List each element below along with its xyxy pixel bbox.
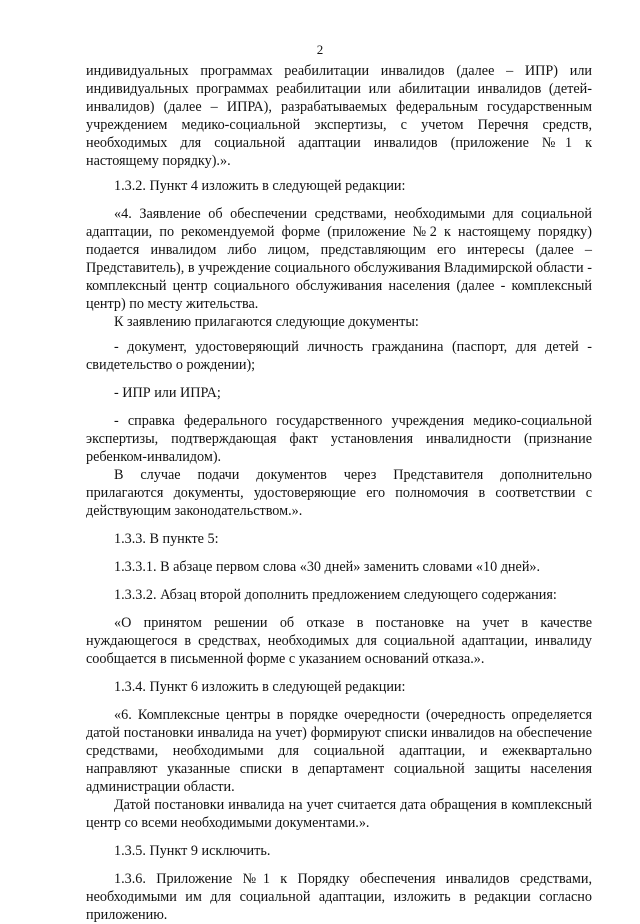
list-item-ipr: - ИПР или ИПРА; (114, 385, 221, 401)
paragraph-1-3-4: 1.3.4. Пункт 6 изложить в следующей редакции: (114, 679, 406, 695)
paragraph-1-3-3-1: 1.3.3.1. В абзаце первом слова «30 дней» заменить словами «10 дней». (114, 559, 541, 575)
paragraph-1-3-5: 1.3.5. Пункт 9 исключить. (114, 843, 271, 859)
paragraph-registration-date: Датой постановки инвалида на учет считается дата обращения в комплексный центр со всеми необходимыми документами.». (86, 797, 592, 831)
document-body (86, 62, 592, 924)
paragraph-1-3-6: 1.3.6. Приложение №1 к Порядку обеспечения инвалидов средствами, необходимыми им для социальной адаптации, изложить в редакции согласно приложению. (86, 871, 592, 923)
paragraph-item-6: «6. Комплексные центры в порядке очередности (очередность определяется датой постановки инвалида на учет) формируют списки инвалидов на обеспечение средствами, необходимыми для социальной адаптации, и ежеквартально направляют указанные списки в департамент социальной защиты населения администрации области. (86, 707, 592, 795)
paragraph-continuation: индивидуальных программах реабилитации инвалидов (далее – ИПР) или индивидуальных программах реабилитации или абилитации инвалидов (детей-инвалидов) (далее – ИПРА), разрабатываемых федеральным государственным учреждением медико-социальной экспертизы, с учетом Перечня средств, необходимых для социальной адаптации инвалидов (приложение №1 к настоящему порядку).». (86, 63, 592, 169)
paragraph-1-3-2: 1.3.2. Пункт 4 изложить в следующей редакции: (114, 178, 406, 194)
paragraph-1-3-3: 1.3.3. В пункте 5: (114, 531, 219, 547)
paragraph-1-3-3-2: 1.3.3.2. Абзац второй дополнить предложением следующего содержания: (114, 587, 557, 603)
paragraph-item-4: «4. Заявление об обеспечении средствами, необходимыми для социальной адаптации, по рекомендуемой форме (приложение №2 к настоящему порядку) подается инвалидом либо лицом, представляющим его интересы (далее – Представитель), в учреждение социального обслуживания Владимирской области - комплексный центр социального обслуживания населения (далее - комплексный центр) по месту жительства. (86, 206, 592, 312)
paragraph-representative: В случае подачи документов через Представителя дополнительно прилагаются документы, удостоверяющие его полномочия в соответствии с действующим законодательством.». (86, 467, 592, 519)
list-item-medical-certificate: - справка федерального государственного учреждения медико-социальной экспертизы, подтверждающая факт установления инвалидности (признание ребенком-инвалидом). (86, 413, 592, 465)
paragraph-refusal-notice: «О принятом решении об отказе в постановке на учет в качестве нуждающегося в средствах, необходимых для социальной адаптации, инвалиду сообщается в письменной форме с указанием оснований отказа.». (86, 615, 592, 667)
page-number: 2 (316, 42, 324, 57)
paragraph-documents-intro: К заявлению прилагаются следующие документы: (114, 314, 419, 330)
list-item-identity-document: - документ, удостоверяющий личность гражданина (паспорт, для детей - свидетельство о рождении); (86, 339, 592, 373)
